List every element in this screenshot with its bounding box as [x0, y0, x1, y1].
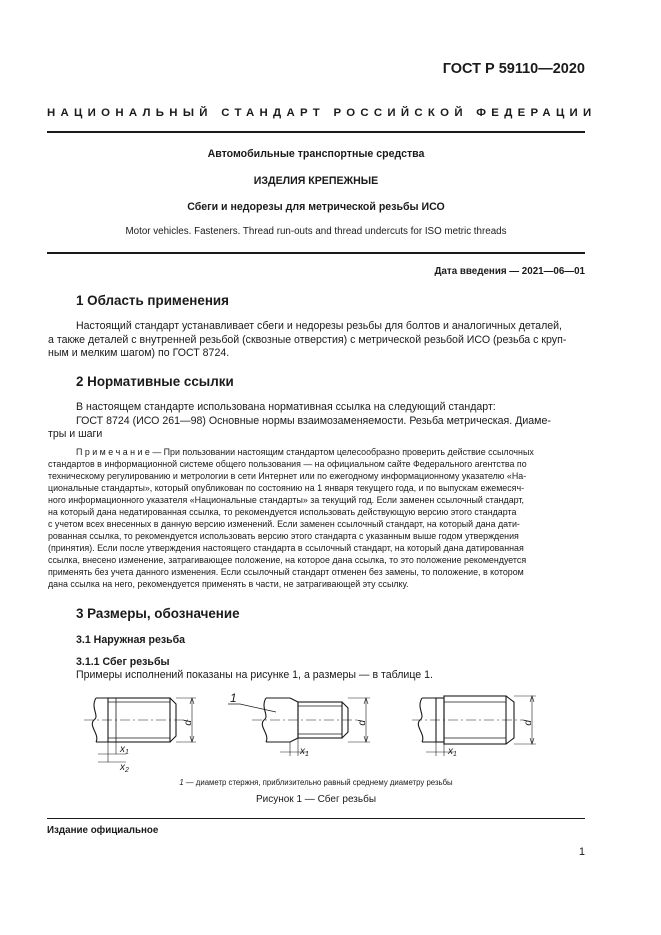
note-line: (принятия). Если после утверждения настоящего стандарта в ссылочный стандарт, на который дана датированная [48, 543, 524, 553]
note-line: стандартов в информационной системе общего пользования — на официальном сайте Федерального агентства по [48, 459, 527, 469]
dimension-d-label: d [523, 720, 534, 726]
section-1-text [48, 320, 585, 361]
title-subtitle: Сбеги и недорезы для метрической резьбы ИСО [187, 201, 445, 213]
section-2-text [48, 401, 585, 442]
text-line: Настоящий стандарт устанавливает сбеги и недорезы резьбы для болтов и аналогичных деталей, [76, 320, 562, 332]
callout-1-label: 1 [230, 691, 237, 705]
legend-text: — диаметр стержня, приблизительно равный среднему диаметру резьбы [183, 778, 453, 787]
top-rule [47, 131, 585, 133]
title-main: ИЗДЕЛИЯ КРЕПЕЖНЫЕ [253, 175, 379, 187]
title-english: Motor vehicles. Fasteners. Thread run-outs and thread undercuts for ISO metric threads [125, 226, 507, 237]
text-line: тры и шаги [48, 428, 103, 440]
text-line: ГОСТ 8724 (ИСО 261—98) Основные нормы взаимозаменяемости. Резьба метрическая. Диаме- [76, 414, 551, 427]
dimension-d-label: d [357, 720, 368, 726]
title-bottom-rule [47, 252, 585, 254]
text-line: а также деталей с внутренней резьбой (сквозные отверстия) с метрической резьбой ИСО (резьба с круп- [48, 333, 567, 346]
note-line: ссылка, внесено изменение, затрагивающее положение, на которое дана ссылка, то это положение рекомендуется [48, 555, 527, 565]
note-line: на который дана недатированная ссылка, то рекомендуется использовать действующую версию этого стандарта [48, 507, 517, 517]
note-line: П р и м е ч а н и е — При пользовании настоящим стандартом целесообразно проверить действие ссылочных [76, 447, 534, 457]
text-line: ным и мелким шагом) по ГОСТ 8724. [48, 347, 230, 359]
figure-1-drawing [80, 690, 560, 776]
edition-note: Издание официальное [47, 825, 159, 836]
note-line: применять без учета данного изменения. Если ссылочный стандарт отменен без замены, то положение, в котором [48, 567, 524, 577]
dimension-x1-label: $x_1$ [448, 746, 457, 758]
note-line: дана ссылка на него, рекомендуется применять в части, не затрагивающей эту ссылку. [48, 579, 409, 589]
text-line: В настоящем стандарте использована нормативная ссылка на следующий стандарт: [76, 401, 496, 413]
note-line: циональные стандарты», который опубликован по состоянию на 1 января текущего года, и по выпускам ежемесяч- [48, 483, 525, 493]
note-line: техническому регулированию и метрологии в сети Интернет или по ежегодному информационному указателю «На- [48, 471, 527, 481]
note-line: рованная ссылка, то рекомендуется использовать версию этого стандарта с указанным выше годом утверждения [48, 531, 519, 541]
title-category: Автомобильные транспортные средства [207, 148, 425, 160]
bolt-drawing-a [84, 698, 196, 762]
footer-rule [47, 818, 585, 819]
dimension-d-label: d [183, 720, 194, 726]
dimension-x1-label: $x_1$ [300, 746, 309, 758]
note-label: П р и м е ч а н и е [76, 447, 150, 457]
figure-1-legend [47, 778, 585, 787]
national-standard-title: НАЦИОНАЛЬНЫЙ СТАНДАРТ РОССИЙСКОЙ ФЕДЕРАЦИИ [47, 107, 597, 119]
subsection-3-1-1-heading: 3.1.1 Сбег резьбы [76, 656, 170, 668]
section-1-heading: 1 Область применения [76, 293, 229, 308]
bolt-drawing-b [228, 698, 370, 756]
legend-number: 1 [179, 778, 184, 787]
dimension-x2-label: $x_2$ [120, 762, 129, 774]
figure-1-caption: Рисунок 1 — Сбег резьбы [255, 794, 377, 805]
note-line: с учетом всех внесенных в данную версию изменений. Если заменен ссылочный стандарт, на который дана дати- [48, 519, 520, 529]
standard-code: ГОСТ Р 59110—2020 [442, 61, 585, 77]
section-3-heading: 3 Размеры, обозначение [76, 606, 240, 621]
subsection-3-1-heading: 3.1 Наружная резьба [76, 634, 186, 646]
note-block [48, 446, 585, 590]
note-line: ного информационного указателя «Национальные стандарты» за текущий год. Если заменен ссылочный стандарт, [48, 495, 524, 505]
introduction-date: Дата введения — 2021—06—01 [434, 266, 585, 277]
section-3-intro: Примеры исполнений показаны на рисунке 1, а размеры — в таблице 1. [76, 669, 433, 681]
dimension-x1-label: $x_1$ [120, 744, 129, 756]
section-2-heading: 2 Нормативные ссылки [76, 374, 234, 389]
bolt-drawing-c [412, 696, 536, 756]
page-number: 1 [578, 846, 585, 858]
